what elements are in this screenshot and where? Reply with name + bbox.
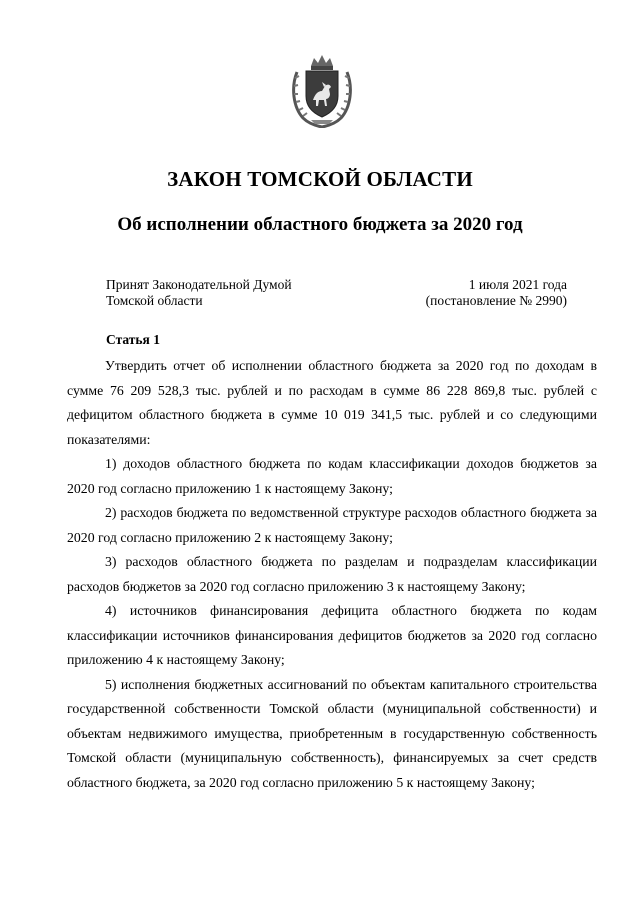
article-body [67,354,597,795]
paragraph: 1) доходов областного бюджета по кодам классификации доходов бюджетов за 2020 год согласно приложению 1 к настоящему Закону; [67,456,597,496]
paragraph: 3) расходов областного бюджета по разделам и подразделам классификации расходов бюджетов за 2020 год согласно приложению 3 к настоящему Закону; [67,554,597,594]
adoption-date [426,277,567,309]
adoption-authority-line: Принят Законодательной Думой [106,277,292,292]
coat-of-arms-icon [289,52,355,128]
law-subtitle: Об исполнении областного бюджета за 2020 год [117,214,523,235]
adoption-date-line: 1 июля 2021 года [468,277,567,292]
paragraph: Утвердить отчет об исполнении областного бюджета за 2020 год по доходам в сумме 76 209 528,3 тыс. рублей и по расходам в сумме 86 228 869,8 тыс. рублей с дефицитом областного бюджета в сумме 10 019 341,5 тыс. рублей и со следующими показателями: [67,358,597,447]
adoption-authority-line: Томской области [106,293,203,308]
article-heading: Статья 1 [106,332,160,347]
law-title: ЗАКОН ТОМСКОЙ ОБЛАСТИ [167,167,473,191]
paragraph: 5) исполнения бюджетных ассигнований по объектам капитального строительства государственной собственности Томской области (муниципальной собственности) и объектам недвижимого имущества, приобретенным в государственную собственность Томской области (муниципальную собственность), финансируемых за счет средств областного бюджета, за 2020 год согласно приложению 5 к настоящему Закону; [67,676,597,790]
adoption-resolution-line: (постановление № 2990) [425,293,567,308]
paragraph: 4) источников финансирования дефицита областного бюджета по кодам классификации источников финансирования дефицитов бюджетов за 2020 год согласно приложению 4 к настоящему Закону; [67,603,597,667]
adoption-authority [106,277,292,309]
paragraph: 2) расходов бюджета по ведомственной структуре расходов областного бюджета за 2020 год согласно приложению 2 к настоящему Закону; [67,505,597,545]
